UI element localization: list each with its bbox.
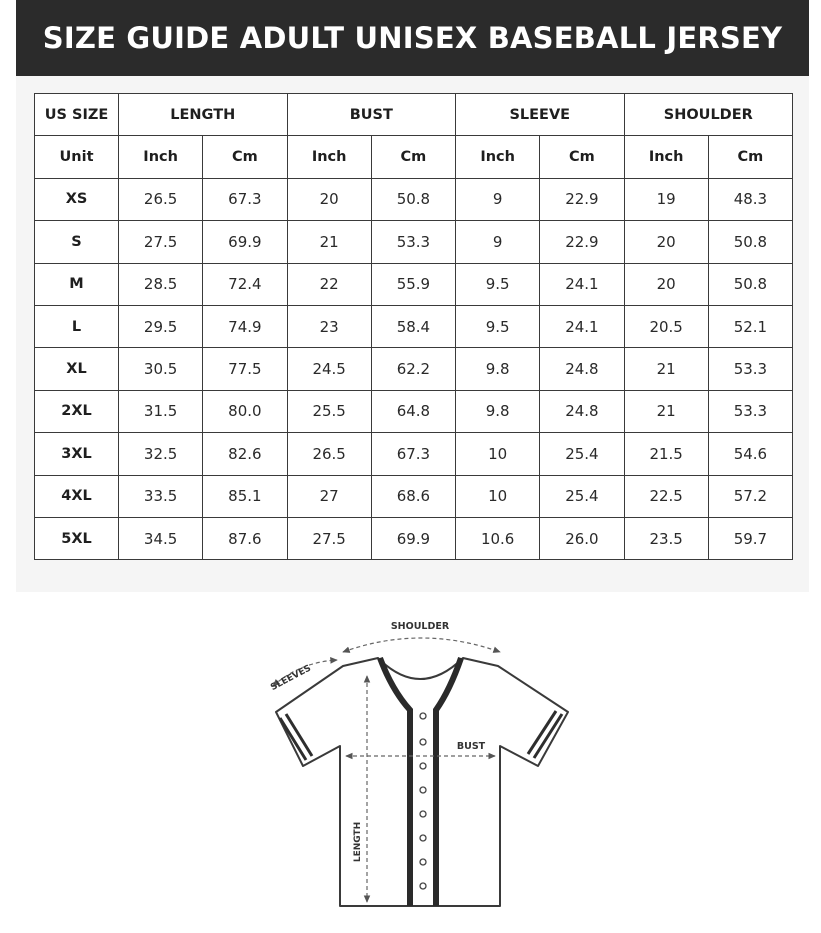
value-cell: 19	[624, 178, 708, 220]
value-cell: 20	[624, 221, 708, 263]
value-cell: 23.5	[624, 517, 708, 559]
value-cell: 55.9	[371, 263, 455, 305]
bust-header: BUST	[287, 94, 456, 136]
value-cell: 87.6	[203, 517, 287, 559]
value-cell: 9.5	[456, 263, 540, 305]
size-cell: XS	[35, 178, 119, 220]
value-cell: 72.4	[203, 263, 287, 305]
unit-cell: Inch	[287, 136, 371, 178]
value-cell: 21	[287, 221, 371, 263]
value-cell: 52.1	[708, 305, 792, 347]
bust-label: BUST	[456, 741, 486, 752]
length-header: LENGTH	[119, 94, 288, 136]
shoulder-arrow	[343, 638, 500, 652]
value-cell: 10	[456, 475, 540, 517]
value-cell: 25.4	[540, 475, 624, 517]
value-cell: 24.8	[540, 390, 624, 432]
value-cell: 54.6	[708, 433, 792, 475]
value-cell: 22.9	[540, 221, 624, 263]
value-cell: 9.8	[456, 390, 540, 432]
value-cell: 31.5	[119, 390, 203, 432]
unit-cell: Inch	[624, 136, 708, 178]
value-cell: 74.9	[203, 305, 287, 347]
value-cell: 24.1	[540, 305, 624, 347]
unit-cell: Cm	[540, 136, 624, 178]
us-size-header: US SIZE	[35, 94, 119, 136]
value-cell: 62.2	[371, 348, 455, 390]
value-cell: 10	[456, 433, 540, 475]
value-cell: 68.6	[371, 475, 455, 517]
value-cell: 26.0	[540, 517, 624, 559]
unit-cell: Cm	[203, 136, 287, 178]
unit-cell: Inch	[456, 136, 540, 178]
unit-header: Unit	[35, 136, 119, 178]
value-cell: 29.5	[119, 305, 203, 347]
value-cell: 53.3	[371, 221, 455, 263]
value-cell: 21	[624, 390, 708, 432]
value-cell: 67.3	[203, 178, 287, 220]
unit-cell: Cm	[708, 136, 792, 178]
size-cell: L	[35, 305, 119, 347]
value-cell: 26.5	[287, 433, 371, 475]
unit-cell: Cm	[371, 136, 455, 178]
size-cell: 3XL	[35, 433, 119, 475]
value-cell: 24.5	[287, 348, 371, 390]
value-cell: 26.5	[119, 178, 203, 220]
value-cell: 21	[624, 348, 708, 390]
value-cell: 9.8	[456, 348, 540, 390]
size-cell: M	[35, 263, 119, 305]
value-cell: 22	[287, 263, 371, 305]
value-cell: 85.1	[203, 475, 287, 517]
value-cell: 77.5	[203, 348, 287, 390]
value-cell: 28.5	[119, 263, 203, 305]
sleeve-header: SLEEVE	[456, 94, 625, 136]
value-cell: 30.5	[119, 348, 203, 390]
value-cell: 67.3	[371, 433, 455, 475]
size-cell: XL	[35, 348, 119, 390]
value-cell: 59.7	[708, 517, 792, 559]
value-cell: 23	[287, 305, 371, 347]
value-cell: 53.3	[708, 348, 792, 390]
size-cell: S	[35, 221, 119, 263]
shoulder-header: SHOULDER	[624, 94, 793, 136]
sleeves-label: SLEEVES	[269, 663, 313, 694]
size-cell: 2XL	[35, 390, 119, 432]
value-cell: 27	[287, 475, 371, 517]
value-cell: 33.5	[119, 475, 203, 517]
value-cell: 53.3	[708, 390, 792, 432]
value-cell: 27.5	[119, 221, 203, 263]
value-cell: 10.6	[456, 517, 540, 559]
value-cell: 27.5	[287, 517, 371, 559]
value-cell: 25.5	[287, 390, 371, 432]
value-cell: 9	[456, 178, 540, 220]
value-cell: 50.8	[708, 221, 792, 263]
value-cell: 69.9	[203, 221, 287, 263]
value-cell: 69.9	[371, 517, 455, 559]
value-cell: 9.5	[456, 305, 540, 347]
value-cell: 50.8	[708, 263, 792, 305]
value-cell: 20.5	[624, 305, 708, 347]
jersey-outline	[276, 658, 568, 906]
value-cell: 64.8	[371, 390, 455, 432]
size-cell: 4XL	[35, 475, 119, 517]
value-cell: 20	[287, 178, 371, 220]
value-cell: 25.4	[540, 433, 624, 475]
value-cell: 21.5	[624, 433, 708, 475]
value-cell: 82.6	[203, 433, 287, 475]
value-cell: 48.3	[708, 178, 792, 220]
value-cell: 20	[624, 263, 708, 305]
value-cell: 34.5	[119, 517, 203, 559]
length-label: LENGTH	[353, 821, 363, 863]
value-cell: 58.4	[371, 305, 455, 347]
value-cell: 57.2	[708, 475, 792, 517]
value-cell: 50.8	[371, 178, 455, 220]
shoulder-label: SHOULDER	[390, 621, 450, 632]
value-cell: 9	[456, 221, 540, 263]
value-cell: 24.1	[540, 263, 624, 305]
page-title: SIZE GUIDE ADULT UNISEX BASEBALL JERSEY	[42, 21, 783, 55]
size-cell: 5XL	[35, 517, 119, 559]
value-cell: 22.9	[540, 178, 624, 220]
value-cell: 32.5	[119, 433, 203, 475]
value-cell: 24.8	[540, 348, 624, 390]
value-cell: 80.0	[203, 390, 287, 432]
value-cell: 22.5	[624, 475, 708, 517]
unit-cell: Inch	[119, 136, 203, 178]
